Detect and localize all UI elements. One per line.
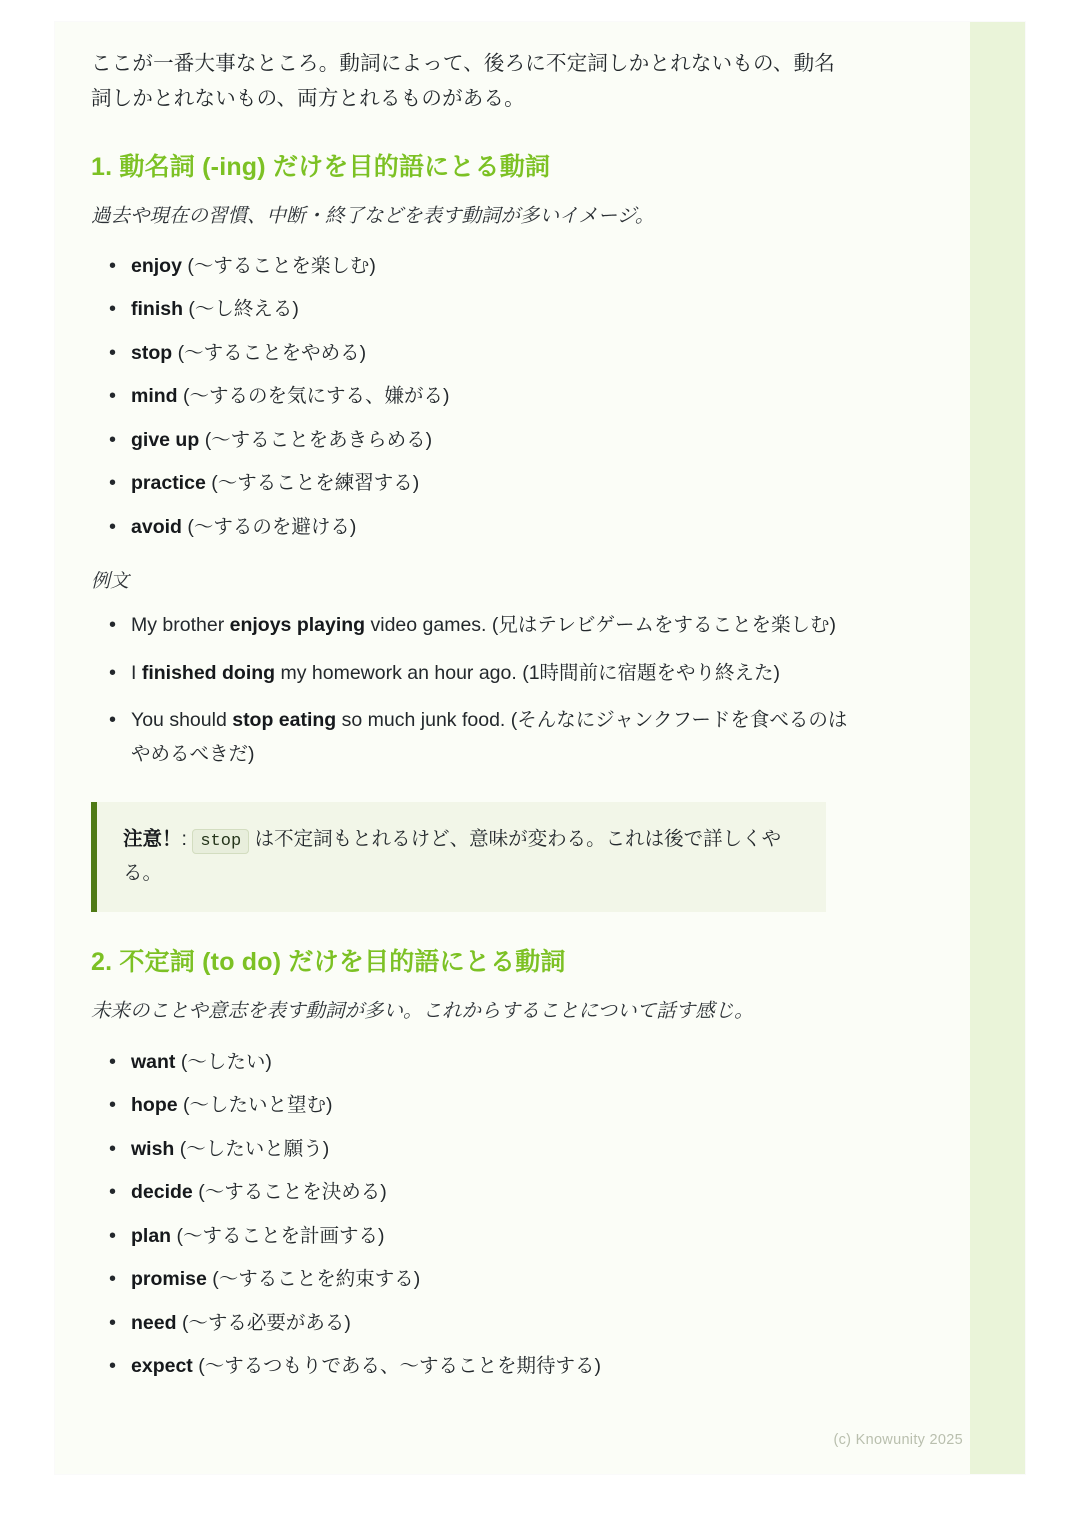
section-1-verb-list — [91, 250, 851, 545]
example-post: my homework an hour ago. (1時間前に宿題をやり終えた) — [275, 661, 781, 684]
list-item — [129, 1133, 851, 1167]
verb-gloss: (〜することを楽しむ) — [187, 254, 376, 277]
section-1-subtitle: 過去や現在の習慣、中断・終了などを表す動詞が多いイメージ。 — [91, 204, 655, 227]
list-item — [129, 704, 851, 771]
callout-separator: : — [181, 827, 187, 850]
example-pre: You should — [131, 709, 233, 732]
list-item — [129, 511, 851, 545]
verb-gloss: (〜する必要がある) — [181, 1311, 351, 1334]
verb-term: practice — [131, 472, 206, 495]
example-post: so much junk food. (そんなにジャンクフードを食べるのはやめるべきだ) — [131, 709, 848, 765]
callout-note-text — [123, 822, 804, 891]
callout-label: 注意！ — [123, 827, 182, 850]
verb-term: promise — [131, 1268, 207, 1291]
example-highlight: stop eating — [232, 709, 337, 732]
list-item — [129, 657, 851, 691]
callout-note — [91, 802, 826, 913]
verb-gloss: (〜し終える) — [188, 298, 299, 321]
example-post: video games. (兄はテレビゲームをすることを楽しむ) — [365, 614, 836, 637]
verb-gloss: (〜したいと望む) — [183, 1094, 333, 1117]
inline-code: stop — [192, 829, 249, 854]
verb-term: expect — [131, 1355, 193, 1378]
section-2-verb-list — [91, 1046, 851, 1384]
verb-gloss: (〜するのを避ける) — [187, 515, 357, 538]
list-item — [129, 250, 851, 284]
verb-term: finish — [131, 298, 183, 321]
example-pre: My brother — [131, 614, 230, 637]
list-item — [129, 1307, 851, 1341]
examples-label: 例文 — [91, 571, 130, 593]
list-item — [129, 337, 851, 371]
verb-gloss: (〜することをやめる) — [177, 341, 367, 364]
example-highlight: enjoys playing — [229, 614, 366, 637]
example-pre: I — [131, 661, 142, 684]
verb-gloss: (〜することをあきらめる) — [204, 428, 433, 451]
list-item — [129, 1263, 851, 1297]
verb-gloss: (〜したいと願う) — [179, 1137, 330, 1160]
verb-gloss: (〜することを約束する) — [212, 1268, 421, 1291]
verb-term: hope — [131, 1094, 178, 1117]
list-item — [129, 609, 851, 643]
verb-term: decide — [131, 1181, 193, 1204]
example-highlight: finished doing — [141, 661, 276, 684]
verb-term: need — [131, 1311, 177, 1334]
list-item — [129, 1176, 851, 1210]
list-item — [129, 1350, 851, 1384]
list-item — [129, 380, 851, 414]
verb-term: mind — [131, 385, 178, 408]
list-item — [129, 424, 851, 458]
verb-gloss: (〜したい) — [180, 1050, 272, 1073]
verb-gloss: (〜することを決める) — [198, 1181, 387, 1204]
section-1-example-list — [91, 609, 851, 771]
list-item — [129, 1220, 851, 1254]
list-item — [129, 293, 851, 327]
intro-paragraph: ここが一番大事なところ。動詞によって、後ろに不定詞しかとれないもの、動名詞しかとれないもの、両方とれるものがある。 — [91, 52, 835, 111]
verb-gloss: (〜するのを気にする、嫌がる) — [183, 385, 450, 408]
list-item — [129, 1046, 851, 1080]
list-item — [129, 467, 851, 501]
decorative-side-band — [970, 22, 1025, 1474]
verb-term: enjoy — [131, 254, 182, 277]
verb-term: plan — [131, 1224, 172, 1247]
section-2-title: 2. 不定詞 (to do) だけを目的語にとる動詞 — [91, 948, 566, 977]
watermark: (c) Knowunity 2025 — [833, 1432, 963, 1448]
verb-term: stop — [131, 341, 173, 364]
verb-gloss: (〜することを計画する) — [176, 1224, 385, 1247]
section-1-title: 1. 動名詞 (-ing) だけを目的語にとる動詞 — [91, 152, 551, 181]
verb-term: want — [131, 1050, 176, 1073]
list-item — [129, 1089, 851, 1123]
verb-term: avoid — [131, 515, 182, 538]
callout-body: は不定詞もとれるけど、意味が変わる。これは後で詳しくやる。 — [123, 827, 782, 885]
verb-gloss: (〜することを練習する) — [211, 472, 420, 495]
document-content — [91, 46, 851, 1394]
verb-gloss: (〜するつもりである、〜することを期待する) — [198, 1355, 602, 1378]
verb-term: give up — [131, 428, 200, 451]
verb-term: wish — [131, 1137, 175, 1160]
document-sheet — [55, 22, 1025, 1474]
section-2-subtitle: 未来のことや意志を表す動詞が多い。これからすることについて話す感じ。 — [91, 1000, 754, 1023]
